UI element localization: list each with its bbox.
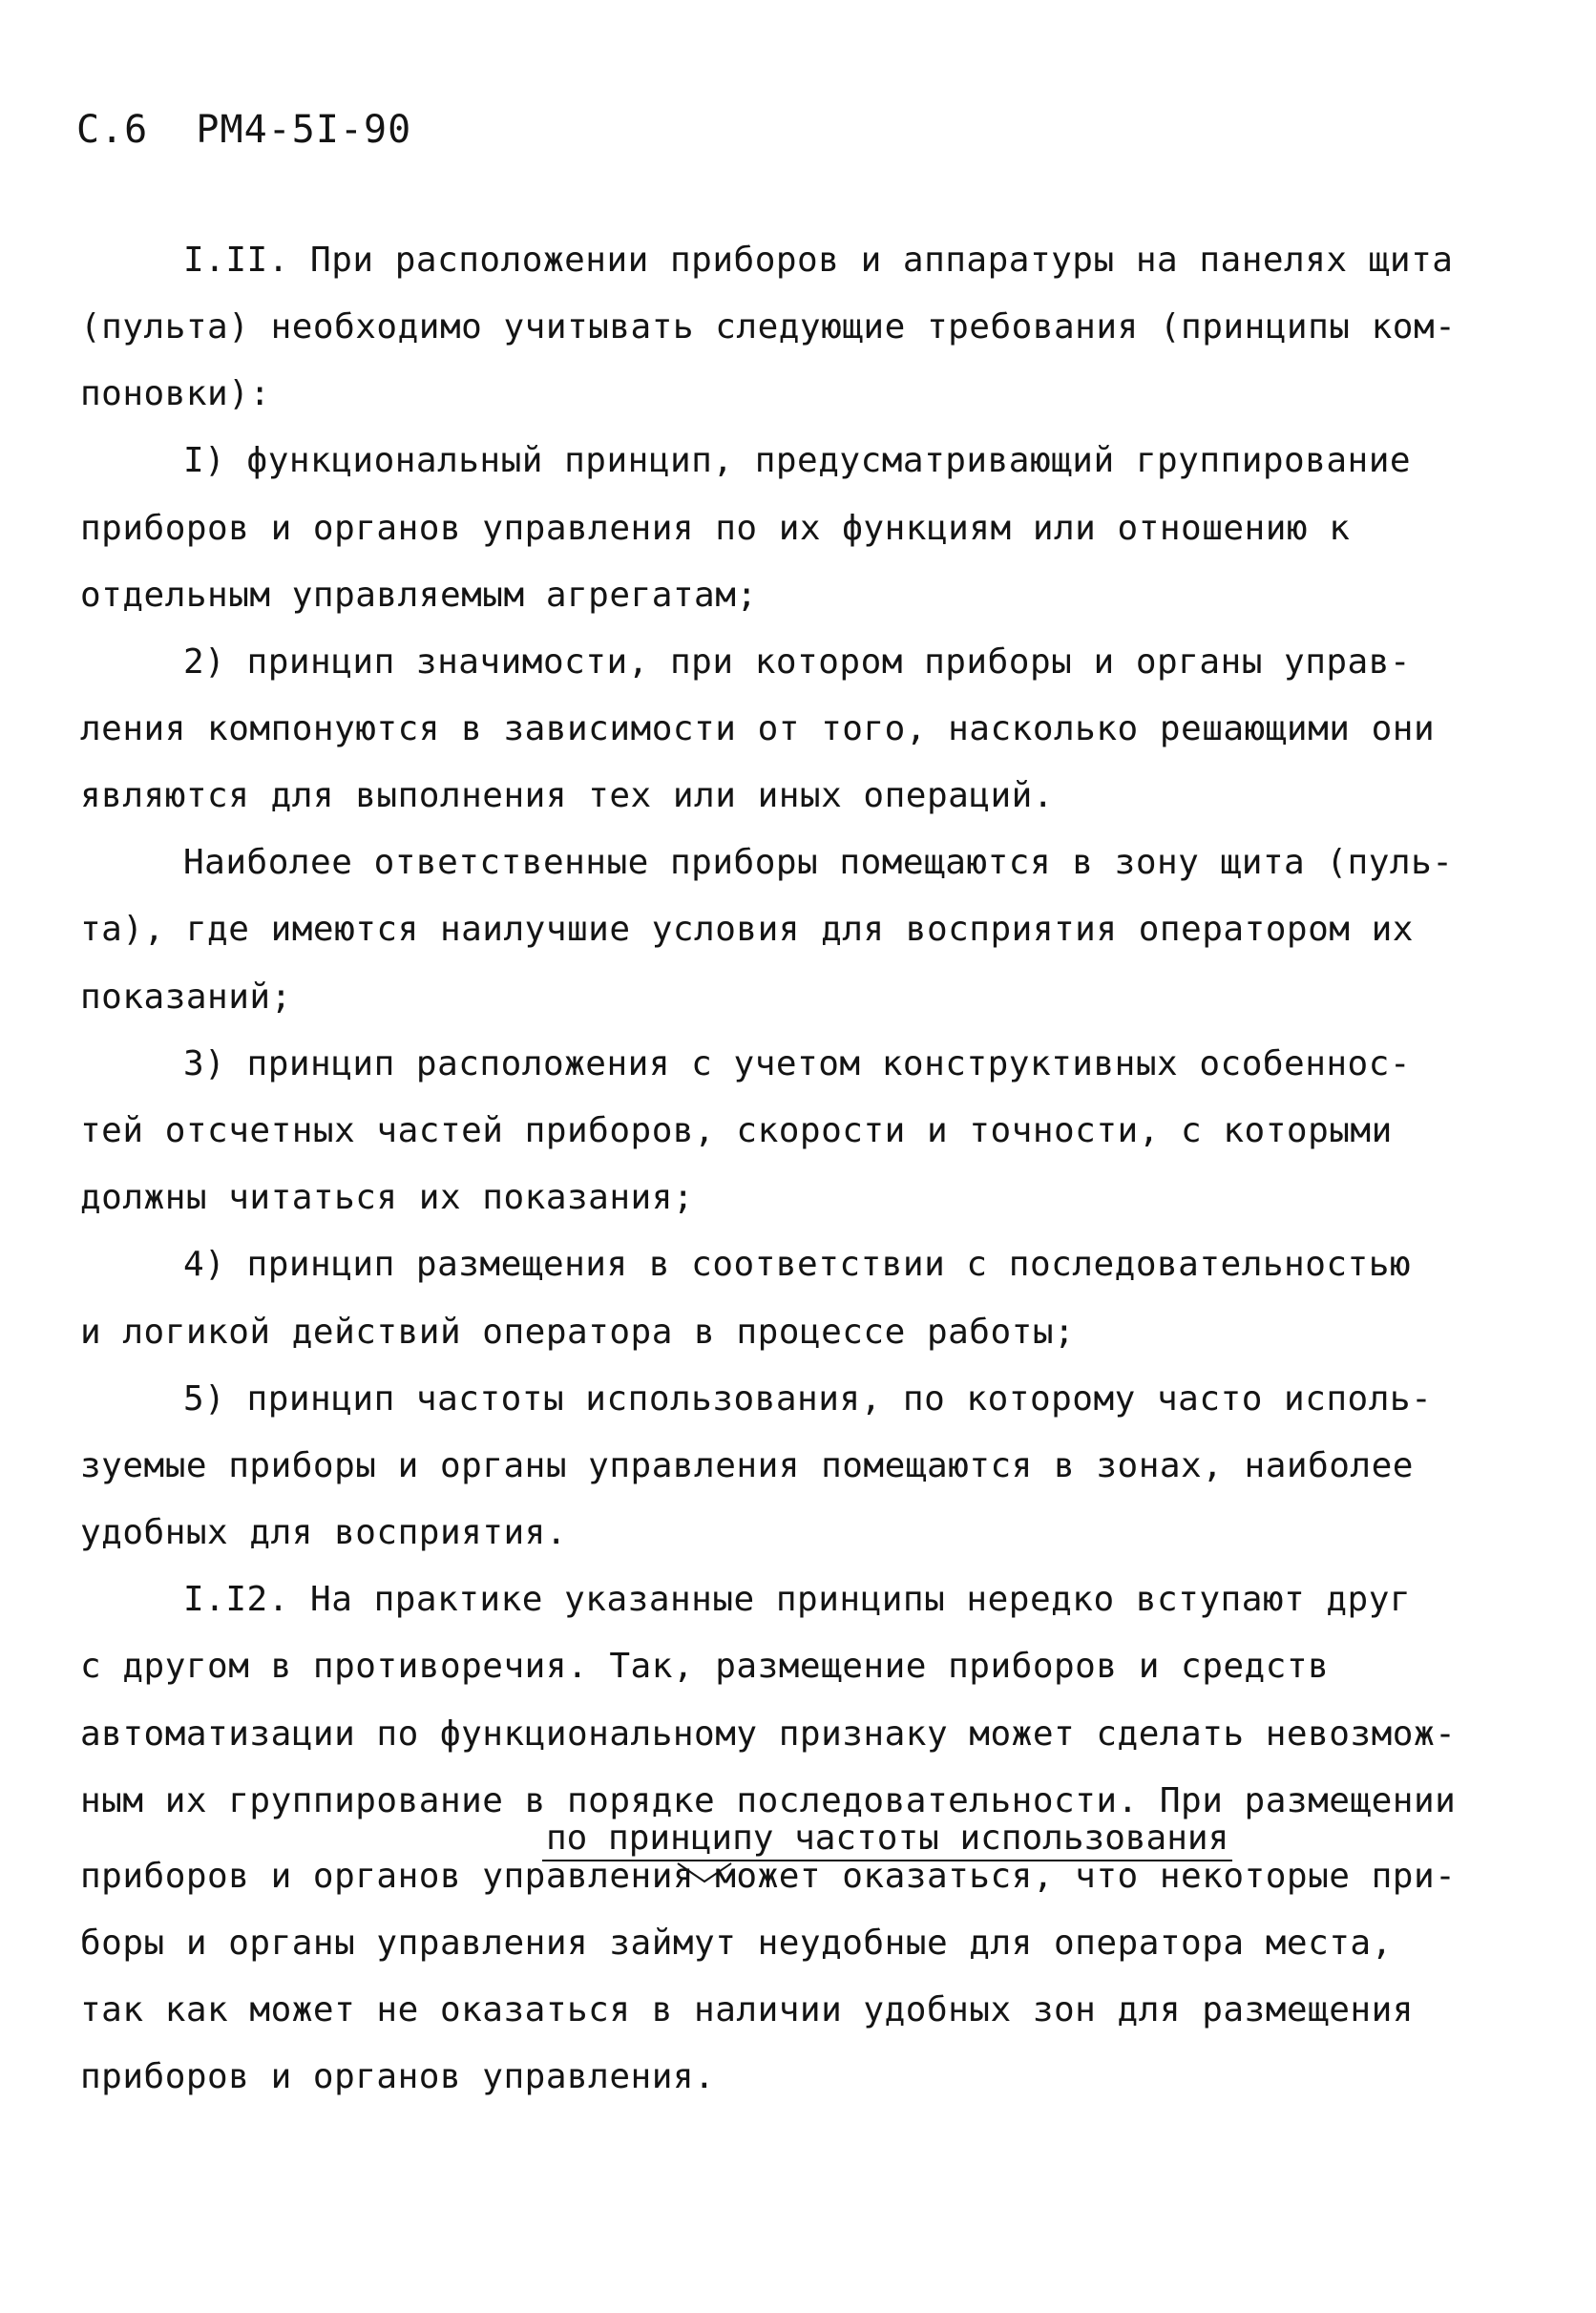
text-line: 4) принцип размещения в соответствии с последовательностью xyxy=(183,1245,1412,1284)
inserted-text: по принципу частоты использования xyxy=(542,1819,1232,1861)
text-line: 5) принцип частоты использования, по которому часто исполь- xyxy=(183,1379,1433,1419)
text-line: ным их группирование в порядке последовательности. При размещении xyxy=(80,1781,1457,1820)
text-line: (пульта) необходимо учитывать следующие требования (принципы ком- xyxy=(80,307,1457,347)
text-line: тей отсчетных частей приборов, скорости и точности, с которыми xyxy=(80,1111,1393,1150)
text-line: удобных для восприятия. xyxy=(80,1513,567,1552)
text-line: Наиболее ответственные приборы помещаются в зону щита (пуль- xyxy=(183,843,1454,882)
text-line: ления компонуются в зависимости от того, насколько решающими они xyxy=(80,709,1436,748)
text-line: автоматизации по функциональному признаку может сделать невозмож- xyxy=(80,1714,1457,1754)
text-line: зуемые приборы и органы управления помещаются в зонах, наиболее xyxy=(80,1446,1414,1485)
text-line: 3) принцип расположения с учетом конструктивных особеннос- xyxy=(183,1044,1412,1083)
text-line: с другом в противоречия. Так, размещение приборов и средств xyxy=(80,1647,1330,1686)
text-line: являются для выполнения тех или иных операций. xyxy=(80,776,1054,815)
text-line: должны читаться их показания; xyxy=(80,1178,695,1217)
text-line: приборов и органов управления. xyxy=(80,2057,716,2096)
text-line: приборов и органов управления по их функциям или отношению к xyxy=(80,509,1351,548)
page-header: С.6 РМ4-5I-90 xyxy=(76,108,412,152)
text-line: 2) принцип значимости, при котором приборы и органы управ- xyxy=(183,642,1412,682)
text-line: приборов и органов управления может оказаться, что некоторые при- xyxy=(80,1857,1457,1896)
text-line: I.I2. На практике указанные принципы нередко вступают друг xyxy=(183,1580,1412,1619)
text-line: I.II. При расположении приборов и аппаратуры на панелях щита xyxy=(183,241,1454,280)
text-line: боры и органы управления займут неудобные для оператора места, xyxy=(80,1924,1393,1963)
text-line: показаний; xyxy=(80,978,292,1017)
text-line: та), где имеются наилучшие условия для восприятия оператором их xyxy=(80,910,1414,949)
text-line: поновки): xyxy=(80,374,271,413)
text-line: I) функциональный принцип, предусматривающий группирование xyxy=(183,441,1412,480)
text-line: отдельным управляемым агрегатам; xyxy=(80,576,758,615)
text-line: так как может не оказаться в наличии удобных зон для размещения xyxy=(80,1990,1414,2029)
text-line: и логикой действий оператора в процессе работы; xyxy=(80,1313,1076,1352)
